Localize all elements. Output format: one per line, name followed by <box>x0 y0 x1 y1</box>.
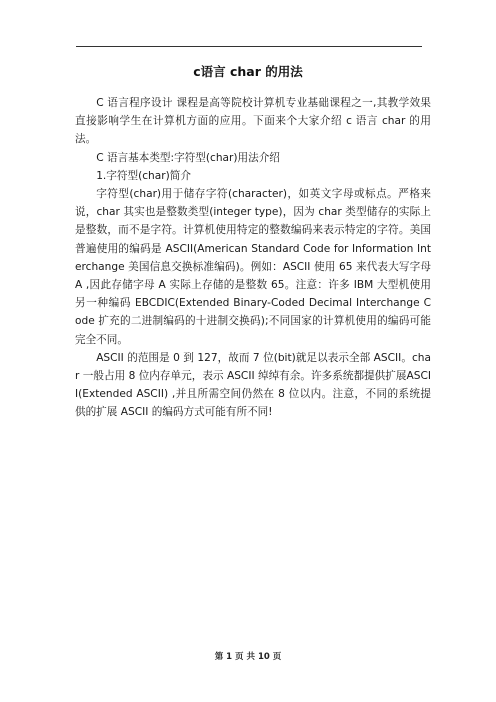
page-footer: 第 1 页 共 10 页 <box>214 652 282 662</box>
document-body <box>75 94 431 422</box>
header-rule <box>76 46 422 47</box>
paragraph-subheading: 1.字符型(char)简介 <box>96 169 191 182</box>
paragraph-char-description: 字符型(char)用于储存字符(character)，如英文字母或标点。严格来说，char 其实也是整数类型(integer type)，因为 char 类型储存的实际上是整数，而不是字符。计算机使用特定的整数编码来表示特定的字符。美国普遍使用的编码是 ASCII(American Standard Code for Information Interchange 美国信息交换标准编码)。例如：ASCII 使用 65 来代表大写字母 A ,因此存储字母 A 实际上存储的是整数 65。注意：许多 IBM 大型机使用另一种编码 EBCDIC(Extended Binary-Coded Decimal Interchange Code 扩充的二进制编码的十进制交换码);不同国家的计算机使用的编码可能完全不同。 <box>75 188 431 346</box>
paragraph-intro: C 语言程序设计 课程是高等院校计算机专业基础课程之一,其教学效果直接影响学生在计算机方面的应用。下面来个大家介绍 c 语言 char 的用法。 <box>75 97 431 146</box>
paragraph-section-heading: C 语言基本类型:字符型(char)用法介绍 <box>96 151 280 164</box>
paragraph-ascii-range: ASCII 的范围是 0 到 127，故而 7 位(bit)就足以表示全部 ASCII。char 一般占用 8 位内存单元，表示 ASCII 绰绰有余。许多系统都提供扩展ASCII(Extended ASCII) ,并且所需空间仍然在 8 位以内。注意，不同的系统提供的扩展 ASCII 的编码方式可能有所不同! <box>75 351 431 419</box>
document-title: c语言 char 的用法 <box>193 64 303 79</box>
